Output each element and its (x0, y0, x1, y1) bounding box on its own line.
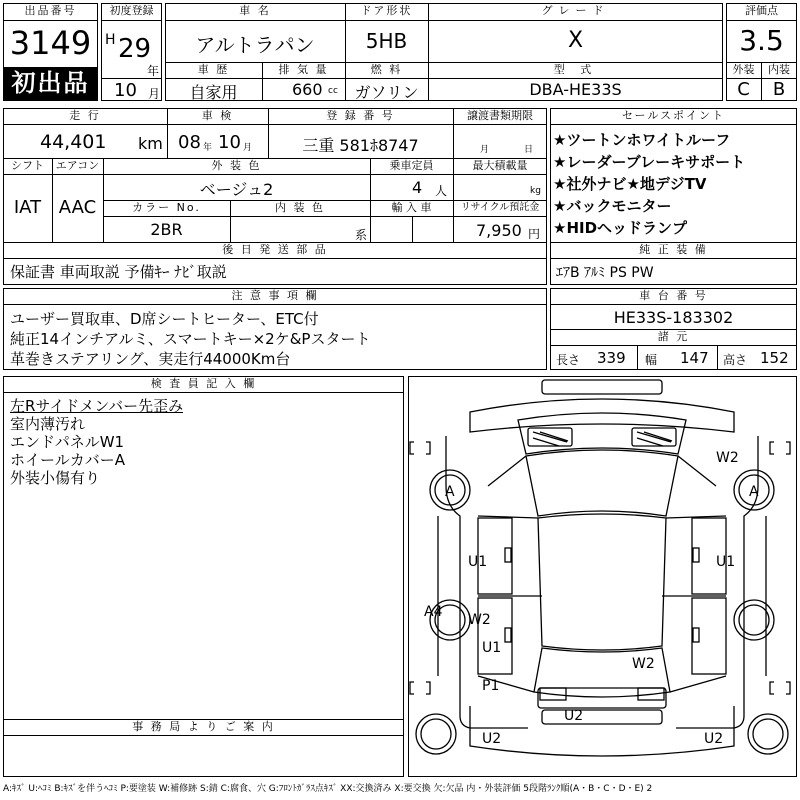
height-label: 高さ (723, 353, 748, 367)
note-line-3: 革巻きステアリング、実走行44000Km台 (10, 350, 291, 368)
model-label: 型 式 (553, 63, 598, 76)
inspection-label: 車 検 (201, 109, 234, 122)
later-parts-value: 保証書 車両取説 予備ｷｰ ﾅﾋﾞ取説 (10, 263, 227, 281)
year-unit: 年 (147, 64, 160, 78)
max-load-label: 最大積載量 (472, 159, 528, 172)
mark-rr-bumper: U2 (704, 731, 724, 747)
transfer-deadline-label: 譲渡書類期限 (467, 109, 533, 122)
displacement: 660 (292, 80, 323, 99)
interior-label: 内装 (768, 63, 790, 76)
sales-point-4: ★バックモニター (553, 197, 672, 215)
dims-label: 諸 元 (657, 330, 690, 343)
later-parts-label: 後 日 発 送 部 品 (222, 243, 328, 256)
sales-point-5: ★HIDヘッドランプ (553, 219, 688, 237)
note-line-1: ユーザー買取車、D席シートヒーター、ETC付 (10, 310, 319, 328)
mark-left-front-door: U1 (468, 554, 488, 570)
shift-label: シフト (11, 159, 44, 172)
score-label: 評価点 (745, 4, 778, 17)
sales-point-3: ★社外ナビ★地デジTV (553, 175, 707, 193)
overall-score: 3.5 (739, 24, 784, 57)
mark-rear-panel: U2 (564, 708, 584, 724)
inspection-year: 08 (178, 132, 201, 153)
height-value: 152 (760, 349, 789, 367)
car-name-label: 車 名 (239, 4, 271, 17)
ext-color-value: ベージュ2 (199, 180, 274, 199)
door-label: ドア形状 (360, 4, 413, 17)
grade: X (567, 28, 584, 53)
inspector-note-5: 外装小傷有り (10, 469, 101, 487)
displacement-label: 排 気 量 (278, 63, 329, 76)
first-reg-month: 10 (114, 80, 137, 101)
mark-left-sill: A4 (424, 604, 443, 620)
mark-left-rear-door: U1 (482, 640, 502, 656)
model-code: DBA-HE33S (529, 80, 622, 99)
exterior-score: C (737, 79, 750, 100)
inspector-note-3: エンドパネルW1 (10, 433, 125, 451)
note-line-2: 純正14インチアルミ、スマートキー×2ケ&Pスタート (10, 330, 371, 348)
int-color-label: 内 装 色 (275, 201, 325, 214)
ext-color-label: 外 装 色 (211, 159, 262, 172)
sales-points-label: セールスポイント (621, 109, 725, 122)
km-unit: km (138, 134, 163, 153)
sales-point-1: ★ツートンホワイトルーフ (553, 131, 731, 149)
person-unit: 人 (435, 184, 448, 198)
aircon-label: エアコン (55, 159, 100, 172)
plate-number: 三重 581ﾎ8747 (302, 136, 419, 155)
width-label: 幅 (645, 353, 658, 367)
kei-unit: 系 (355, 228, 368, 242)
sales-point-2: ★レーダーブレーキサポート (553, 153, 746, 171)
inspector-note-1: 左Rサイドメンバー先歪み (10, 397, 184, 415)
chassis-number: HE33S-183302 (613, 308, 734, 327)
month-unit: 月 (148, 87, 161, 101)
mark-left-quarter: P1 (482, 678, 500, 694)
length-label: 長さ (556, 353, 581, 367)
inspector-label: 検 査 員 記 入 欄 (150, 377, 257, 390)
fuel-label: 燃 料 (370, 63, 403, 76)
chassis-label: 車 台 番 号 (639, 289, 708, 302)
color-no-value: 2BR (150, 220, 183, 239)
notes-label: 注 意 事 項 欄 (231, 289, 319, 302)
cc-unit: cc (328, 86, 338, 96)
deadline-month: 月 (480, 145, 490, 155)
mark-fr-fender: W2 (716, 450, 739, 466)
door-type: 5HB (365, 29, 408, 53)
deadline-day: 日 (524, 145, 534, 155)
inspection-month: 10 (218, 132, 241, 153)
mark-right-rear: W2 (632, 656, 655, 672)
color-no-label: カラー No. (132, 201, 201, 214)
mileage-value: 44,401 (40, 131, 107, 153)
fuel: ガソリン (354, 83, 419, 102)
aircon-value: AAC (58, 197, 97, 218)
legend-text: A:ｷｽﾞ U:ﾍｺﾐ B:ｷｽﾞを伴うﾍｺﾐ P:要塗装 W:補修跡 S:錆 C:腐食、穴 G:ﾌﾛﾝﾄｶﾞﾗｽ点ｷｽﾞ XX:交換済み X:要交換 欠:欠品 内・外装評価 5段階ﾗﾝｸ順(A・B・C・D・E) 2 (3, 784, 653, 794)
first-reg-year: 29 (118, 34, 152, 64)
inspector-note-2: 室内薄汚れ (10, 415, 86, 433)
office-label: 事 務 局 よ り ご 案 内 (132, 720, 275, 733)
history-label: 車 歴 (197, 63, 230, 76)
mark-rl-bumper: U2 (482, 731, 502, 747)
recycle-value: 7,950 (476, 221, 522, 240)
length-value: 339 (597, 349, 626, 367)
lot-number-label: 出品番号 (24, 4, 77, 17)
genuine-equipment-label: 純 正 装 備 (639, 243, 708, 256)
yen-unit: 円 (528, 227, 541, 241)
inspection-month-unit: 月 (243, 143, 253, 153)
first-listing-badge: 初出品 (4, 67, 97, 100)
kg-unit: kg (530, 186, 541, 196)
capacity-label: 乗車定員 (389, 159, 434, 172)
inspection-year-unit: 年 (203, 143, 213, 153)
vehicle-damage-diagram (408, 376, 797, 777)
mark-fl-wheel: A (445, 484, 455, 500)
inspector-note-4: ホイールカバーA (10, 451, 125, 469)
mark-fr-wheel: A (749, 484, 759, 500)
lot-number: 3149 (9, 24, 92, 62)
capacity-value: 4 (412, 178, 423, 197)
interior-score: B (772, 79, 786, 100)
shift-value: IAT (13, 197, 42, 218)
grade-label: グレード (541, 4, 610, 17)
width-value: 147 (680, 349, 709, 367)
exterior-label: 外装 (732, 63, 755, 76)
car-name: アルトラパン (195, 33, 315, 57)
car-history: 自家用 (189, 83, 238, 102)
mileage-label: 走 行 (69, 109, 101, 122)
genuine-equipment-value: ｴｱB ｱﾙﾐ PS PW (556, 265, 654, 281)
first-registration-label: 初度登録 (109, 4, 154, 17)
recycle-label: リサイクル預託金 (460, 202, 540, 213)
mark-left-rear: W2 (468, 612, 491, 628)
first-reg-era: H (105, 32, 116, 48)
plate-label: 登 録 番 号 (326, 109, 395, 122)
import-label: 輸 入 車 (391, 201, 432, 214)
mark-right-front-door: U1 (716, 554, 736, 570)
